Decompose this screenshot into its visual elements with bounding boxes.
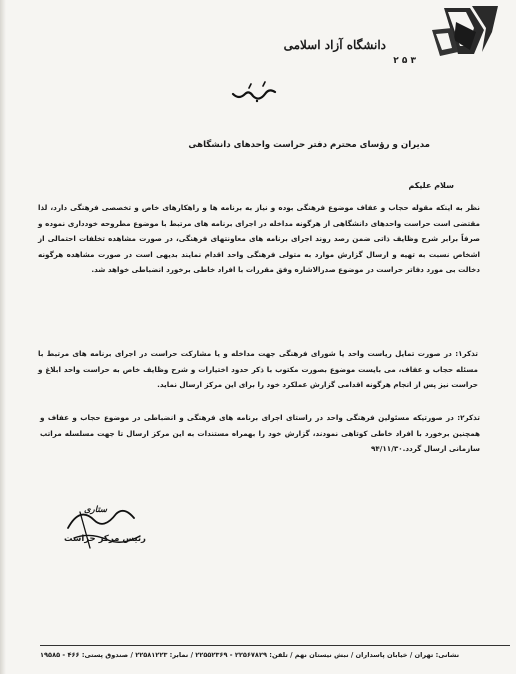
signatory-name: ستاری xyxy=(84,505,108,515)
note-2-paragraph: تذکر۲: در صورتیکه مسئولین فرهنگی واحد در راستای اجرای برنامه های فرهنگی و انضباطی در موضوع حجاب و عفاف و همچنین برخورد با افراد خاطی کوتاهی نمودند، گزارش خود را بهمراه مستندات به این مرکز ارسال تا جهت مسلسله مراتب سازمانی ارسال گردد.۹۴/۱۱/۳۰ xyxy=(40,413,480,453)
addressee-line: مدیران و رؤسای محترم دفتر حراست واحدهای دانشگاهی xyxy=(188,140,430,150)
bismillah-calligraphy xyxy=(229,80,281,106)
salutation: سلام علیکم xyxy=(408,181,454,190)
footer-divider xyxy=(40,645,510,646)
note-1-paragraph: تذکر۱: در صورت تمایل ریاست واحد یا شورای فرهنگی جهت مداخله و یا مشارکت حراست در اجرای برنامه های مرتبط با مسئله حجاب و عفاف، می بایست موضوع بصورت مکتوب با ذکر حدود اختیارات و شرح وظایف خاص به حراست واحد ابلاغ و حراست نیز پس از انجام هرگونه اقدامی گزارش عملکرد خود را برای این مرکز ارسال نماید. xyxy=(38,349,478,389)
university-name: دانشگاه آزاد اسلامی xyxy=(283,38,386,52)
signatory-title: رئیس مرکز حراست xyxy=(64,534,146,544)
scan-edge-shadow xyxy=(0,0,6,674)
university-logo xyxy=(374,2,502,82)
letterhead-mark: ۳ ۵ ۲ xyxy=(393,56,416,66)
footer-address: نشانی: تهران / خیابان پاسداران / نبش نیستان نهم / تلفن: ۲۲۵۶۷۸۲۹ - ۲۲۵۵۲۳۶۹ / نمابر: ۲۲۵۸۱۲۲۳ / صندوق پستی: ۴۶۶ - ۱۹۵۸۵ xyxy=(40,651,460,659)
body-paragraph-1: نظر به اینکه مقوله حجاب و عفاف موضوع فرهنگی بوده و نیاز به برنامه ها و راهکارهای خاص و تخصصی فرهنگی دارد، لذا مقتضی است حراست واحدهای دانشگاهی از هرگونه مداخله در اجرای برنامه های مرتبط با موضوع مطروحه خودداری نموده و صرفاً برابر شرح وظایف ذاتی ضمن رصد روند اجرای برنامه های معاونتهای فرهنگی، در صورت مشاهده تخلفات احتمالی از اشخاص نسبت به تهیه و ارسال گزارش موارد به متولی فرهنگی واحد اقدام نمایند بدیهی است در صورت مشاهده هرگونه دخالت بی مورد دفاتر حراست در موضوع صدرالاشاره وفق مقررات با افراد خاطی برخورد انضباطی خواهد شد. xyxy=(38,203,480,274)
